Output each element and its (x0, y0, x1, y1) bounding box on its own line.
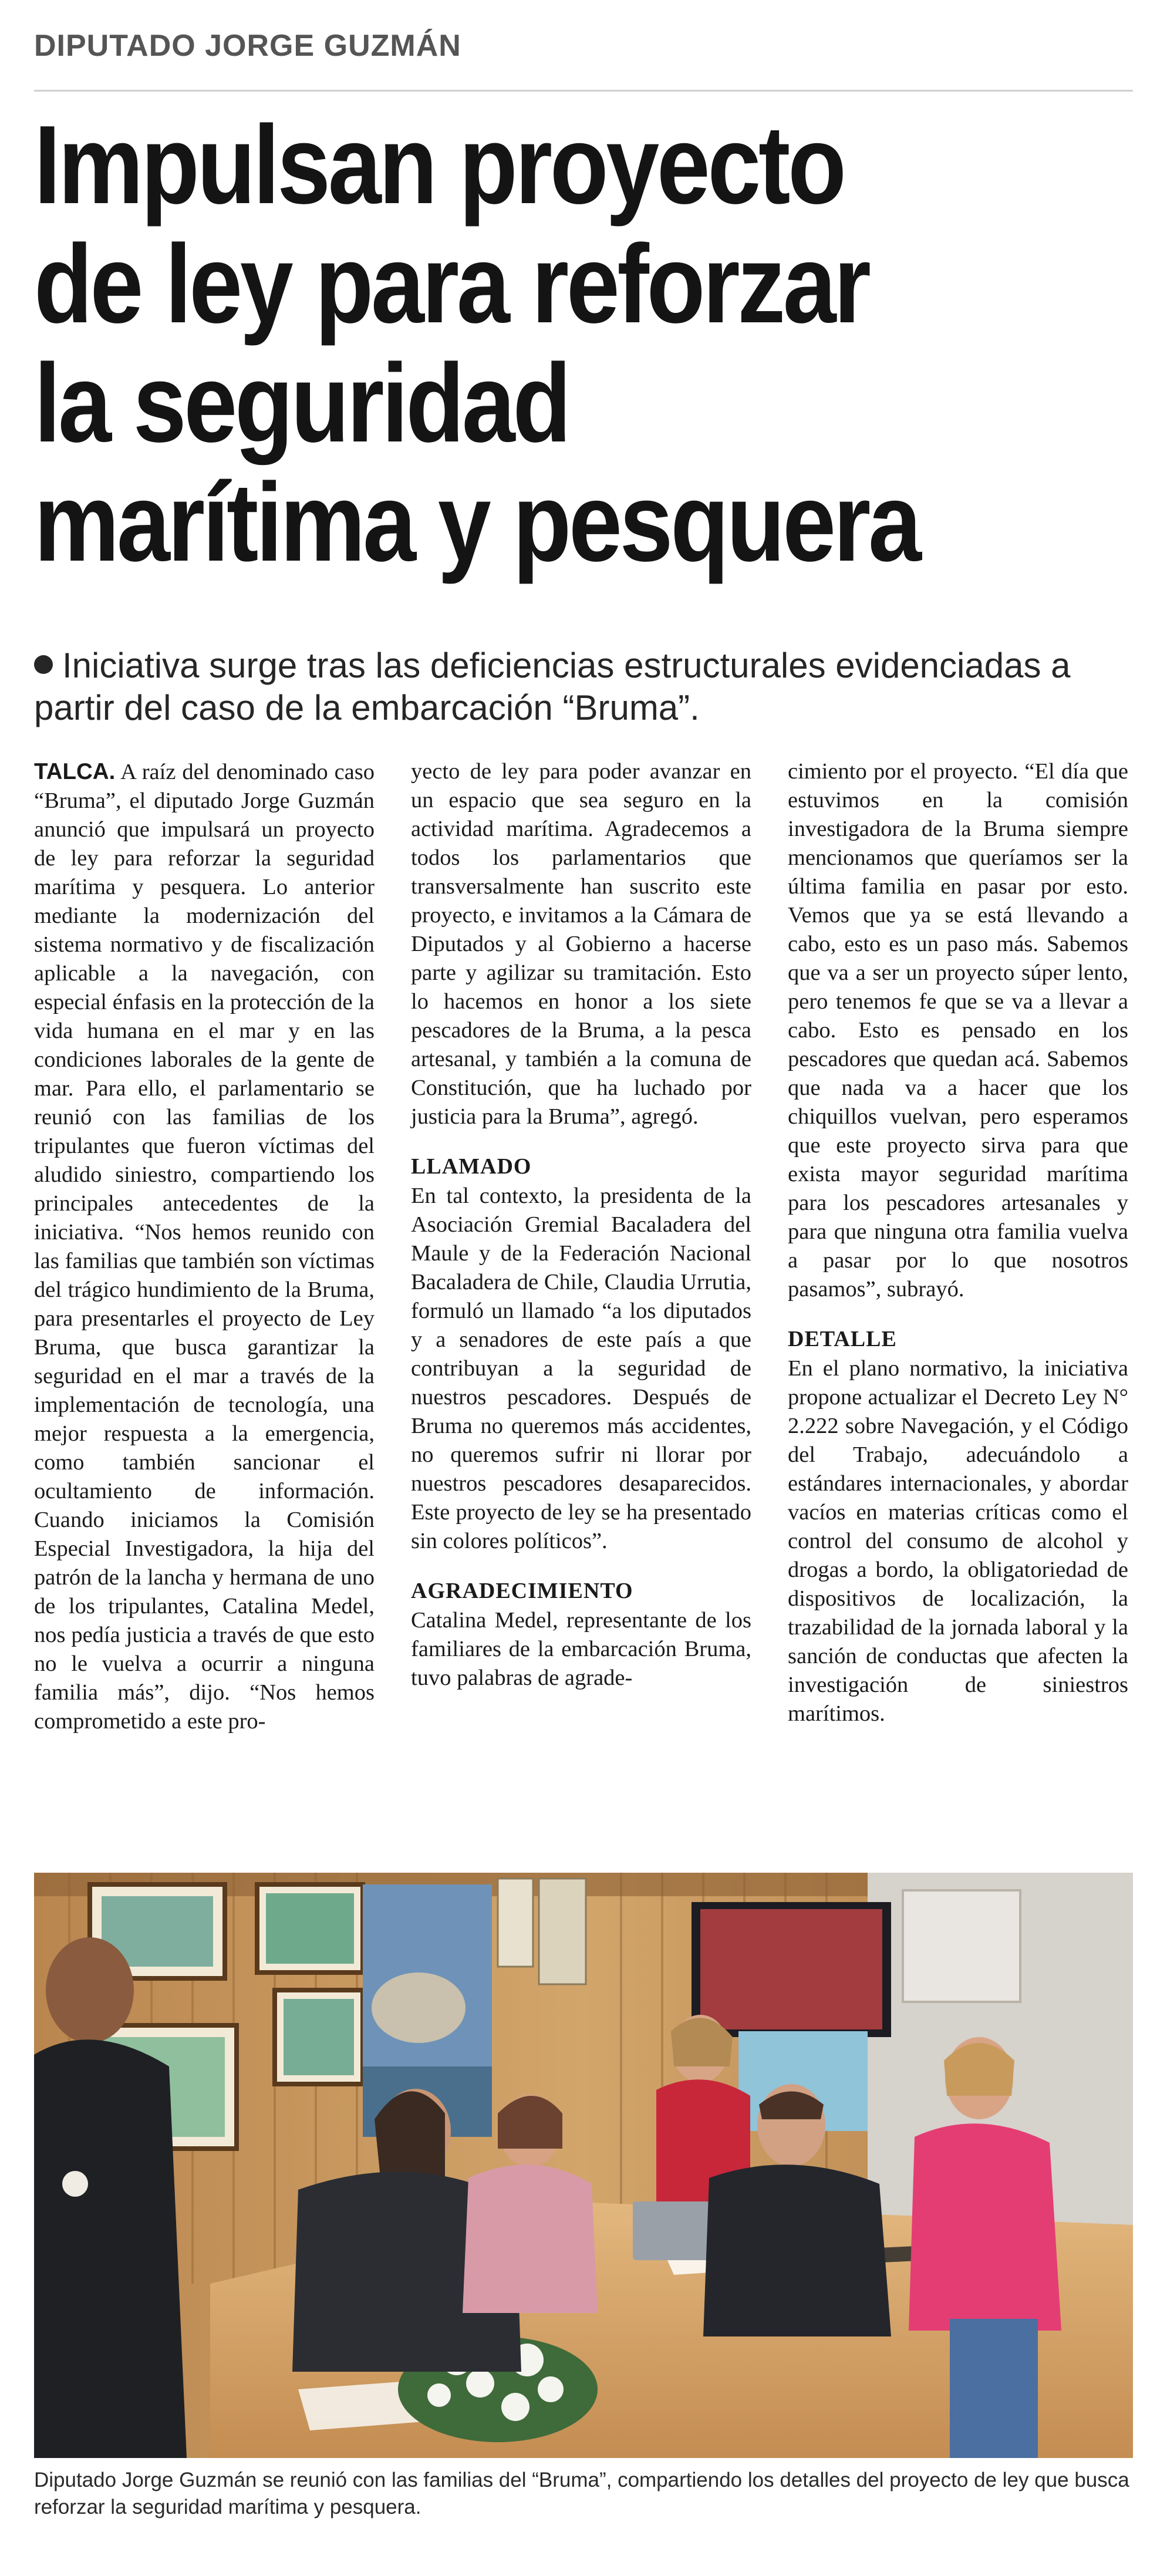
bullet-icon (34, 655, 53, 674)
section-heading-agradecimiento: AGRADECIMIENTO (411, 1579, 633, 1603)
section-heading-detalle: DETALLE (788, 1327, 897, 1351)
section-tag: DIPUTADO JORGE GUZMÁN (34, 29, 461, 63)
article-paragraph: En el plano normativo, la iniciativa propone actualizar el Decreto Ley N° 2.222 sobre Navegación, y el Código del Trabajo, adecuándolo a estándares internacionales, y abordar vacíos en materias críticas como el control del consumo de alcohol y drogas a bordo, la obligatoriedad de dispositivos de localización, la trazabilidad de la jornada laboral y la sanción de conductas que afecten la investigación de siniestros marítimos. (788, 1356, 1128, 1726)
meeting-photo-illustration (34, 1873, 1133, 2458)
subheadline-text: Iniciativa surge tras las deficiencias estructurales evidenciadas a partir del caso de la embarcación “Bruma”. (34, 646, 1071, 727)
photo-caption: Diputado Jorge Guzmán se reunió con las familias del “Bruma”, compartiendo los detalles del proyecto de ley que busca reforzar la seguridad marítima y pesquera. (34, 2469, 1129, 2518)
article-column-2 (411, 757, 751, 1692)
article-paragraph: cimiento por el proyecto. “El día que estuvimos en la comisión investigadora de la Bruma siempre mencionamos que queríamos ser la última familia en pasar por esto. Vemos que ya se está llevando a cabo, esto es un paso más. Sabemos que va a ser un proyecto súper lento, pero tenemos fe que se va a llevar a cabo. Esto es pensado en los pescadores que quedan acá. Sabemos que nada va a hacer que los chiquillos vuelvan, pero esperamos que este proyecto sirva para que exista mayor seguridad marítima para los pescadores artesanales y para que ninguna otra familia vuelva a pasar por lo que nosotros pasamos”, subrayó. (788, 759, 1128, 1302)
headline-line: la seguridad (34, 341, 569, 466)
headline-line: Impulsan proyecto (34, 103, 844, 227)
subheadline (34, 645, 1126, 729)
paragraph-text: A raíz del denominado caso “Bruma”, el diputado Jorge Guzmán anunció que impulsará un proyecto de ley para reforzar la seguridad marítima y pesquera. Lo anterior mediante la modernización del sistema normativo y de fiscalización aplicable a la navegación, con especial énfasis en la protección de la vida humana en el mar y en las condiciones laborales de la gente de mar. Para ello, el parlamentario se reunió con las familias de los tripulantes que fueron víctimas del aludido siniestro, compartiendo los principales antecedentes de la iniciativa. “Nos hemos reunido con las familias que también son víctimas del trágico hundimiento de la Bruma, para presentarles el proyecto de Ley Bruma, que busca garantizar la seguridad en el mar a través de la implementación de tecnología, una mejor respuesta a la emergencia, como también sancionar el ocultamiento de información. Cuando iniciamos la Comisión Especial Investigadora, la hija del patrón de la lancha y hermana de uno de los tripulantes, Catalina Medel, nos pedía justicia a través de que esto no le vuelva a ocurrir a ninguna familia más”, dijo. “Nos hemos comprometido a este pro- (34, 760, 375, 1734)
television (692, 1902, 891, 2037)
dateline: TALCA. (34, 759, 116, 784)
wall-picture (275, 1990, 363, 2084)
headline-line: marítima y pesquera (34, 460, 919, 585)
article-paragraph: En tal contexto, la presidenta de la Asociación Gremial Bacaladera del Maule y de la Federación Nacional Bacaladera de Chile, Claudia Urrutia, formuló un llamado “a los diputados y a senadores de este país a que contribuyan a la seguridad de nuestros pescadores. Después de Bruma no queremos más accidentes, no queremos sufrir ni llorar por nuestros pescadores desaparecidos. Este proyecto de ley se ha presentado sin colores políticos”. (411, 1184, 751, 1553)
article-paragraph (34, 757, 375, 1736)
article-paragraph: Catalina Medel, representante de los familiares de la embarcación Bruma, tuvo palabras de agrade- (411, 1608, 751, 1690)
headline (34, 103, 983, 585)
article-paragraph: yecto de ley para poder avanzar en un espacio que sea seguro en la actividad marítima. Agradecemos a todos los parlamentarios que transversalmente han suscrito este proyecto, e invitamos a la Cámara de Diputados y al Gobierno a hacerse parte y agilizar su tramitación. Esto lo hacemos en honor a los siete pescadores de la Bruma, a la pesca artesanal, y también a la comuna de Constitución, que ha luchado por justicia para la Bruma”, agregó. (411, 759, 751, 1129)
headline-line: de ley para reforzar (34, 222, 869, 346)
section-heading-llamado: LLAMADO (411, 1154, 532, 1179)
article-column-3 (788, 757, 1128, 1728)
article-photo (34, 1873, 1133, 2458)
wall-picture (257, 1884, 363, 1973)
article-column-1 (34, 757, 375, 1736)
header-divider (34, 90, 1133, 92)
